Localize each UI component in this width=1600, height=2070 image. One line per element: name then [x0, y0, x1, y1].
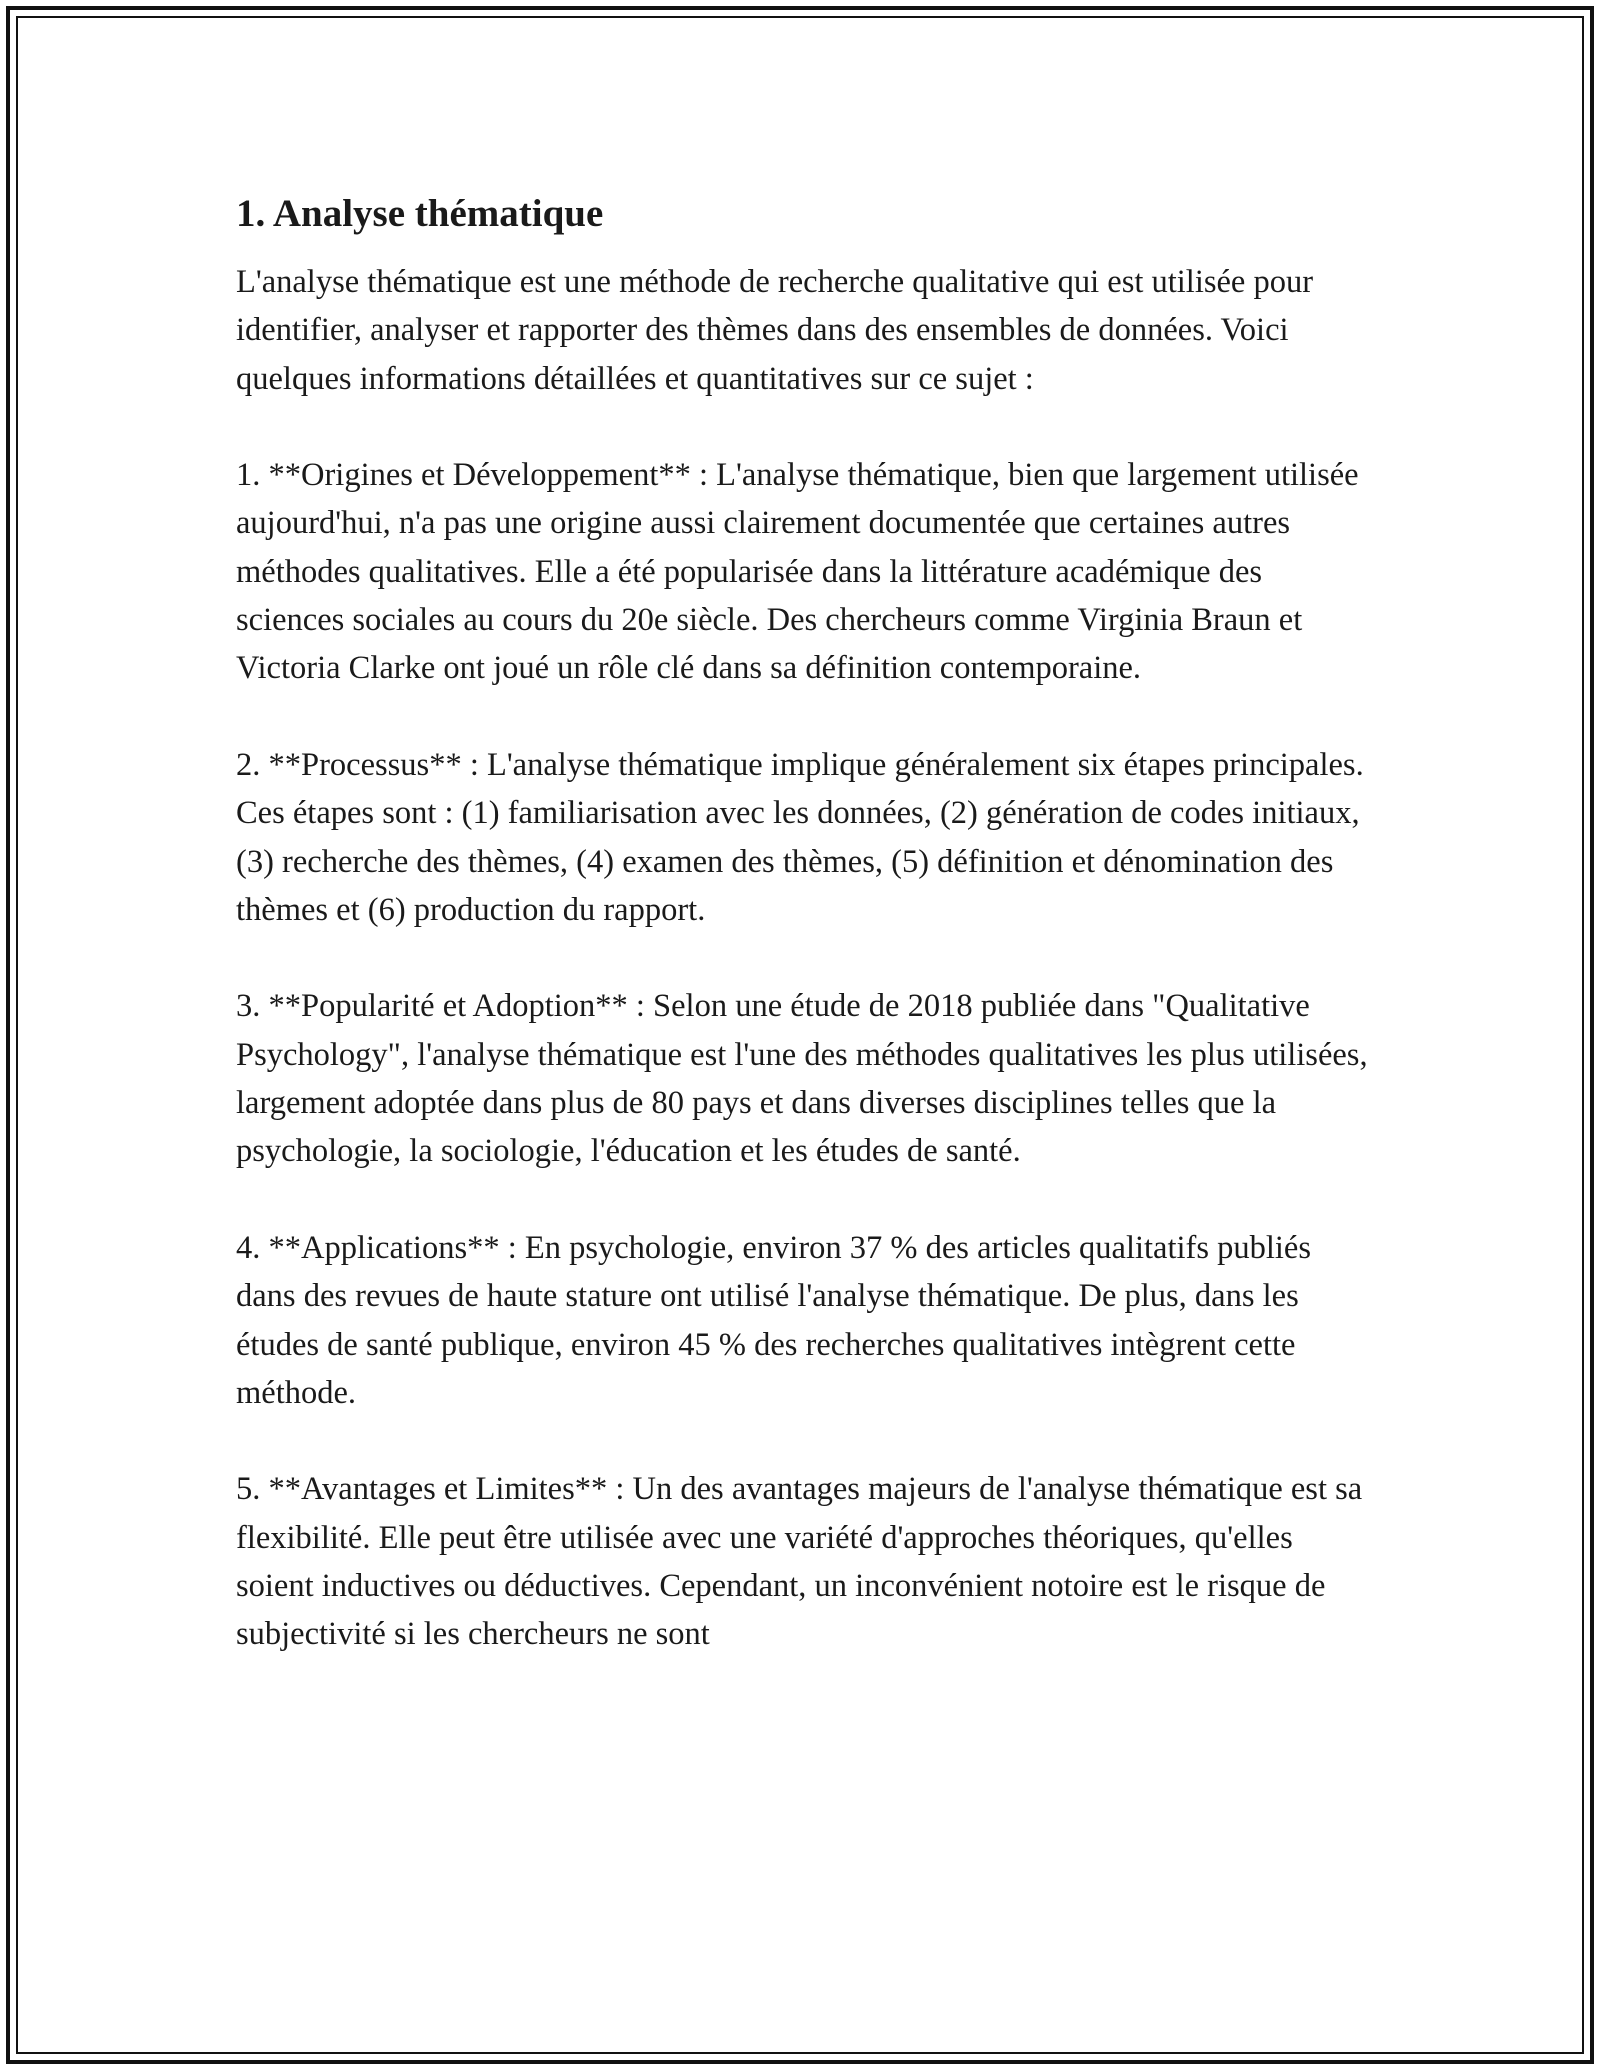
- section-heading: 1. Analyse thématique: [236, 192, 604, 235]
- document-body: [236, 186, 1376, 1707]
- paragraph-avantages: 5. **Avantages et Limites** : Un des avantages majeurs de l'analyse thématique est sa flexibilité. Elle peut être utilisée avec une variété d'approches théoriques, qu'elles soient inductives ou déductives. Cependant, un inconvénient notoire est le risque de subjectivité si les chercheurs ne sont: [236, 1471, 1363, 1653]
- paragraph-popularite: 3. **Popularité et Adoption** : Selon une étude de 2018 publiée dans "Qualitative Psychology", l'analyse thématique est l'une des méthodes qualitatives les plus utilisées, largement adoptée dans plus de 80 pays et dans diverses disciplines telles que la psychologie, la sociologie, l'éducation et les études de santé.: [236, 988, 1368, 1170]
- paragraph-processus: 2. **Processus** : L'analyse thématique implique généralement six étapes principales. Ces étapes sont : (1) familiarisation avec les données, (2) génération de codes initiaux, (3) recherche des thèmes, (4) examen des thèmes, (5) définition et dénomination des thèmes et (6) production du rapport.: [236, 746, 1364, 928]
- paragraph-applications: 4. **Applications** : En psychologie, environ 37 % des articles qualitatifs publiés dans des revues de haute stature ont utilisé l'analyse thématique. De plus, dans les études de santé publique, environ 45 % des recherches qualitatives intègrent cette méthode.: [236, 1229, 1312, 1411]
- intro-paragraph: L'analyse thématique est une méthode de recherche qualitative qui est utilisée pour identifier, analyser et rapporter des thèmes dans des ensembles de données. Voici quelques informations détaillées et quantitatives sur ce sujet :: [236, 264, 1314, 397]
- paragraph-origines: 1. **Origines et Développement** : L'analyse thématique, bien que largement utilisée aujourd'hui, n'a pas une origine aussi clairement documentée que certaines autres méthodes qualitatives. Elle a été popularisée dans la littérature académique des sciences sociales au cours du 20e siècle. Des chercheurs comme Virginia Braun et Victoria Clarke ont joué un rôle clé dans sa définition contemporaine.: [236, 457, 1359, 687]
